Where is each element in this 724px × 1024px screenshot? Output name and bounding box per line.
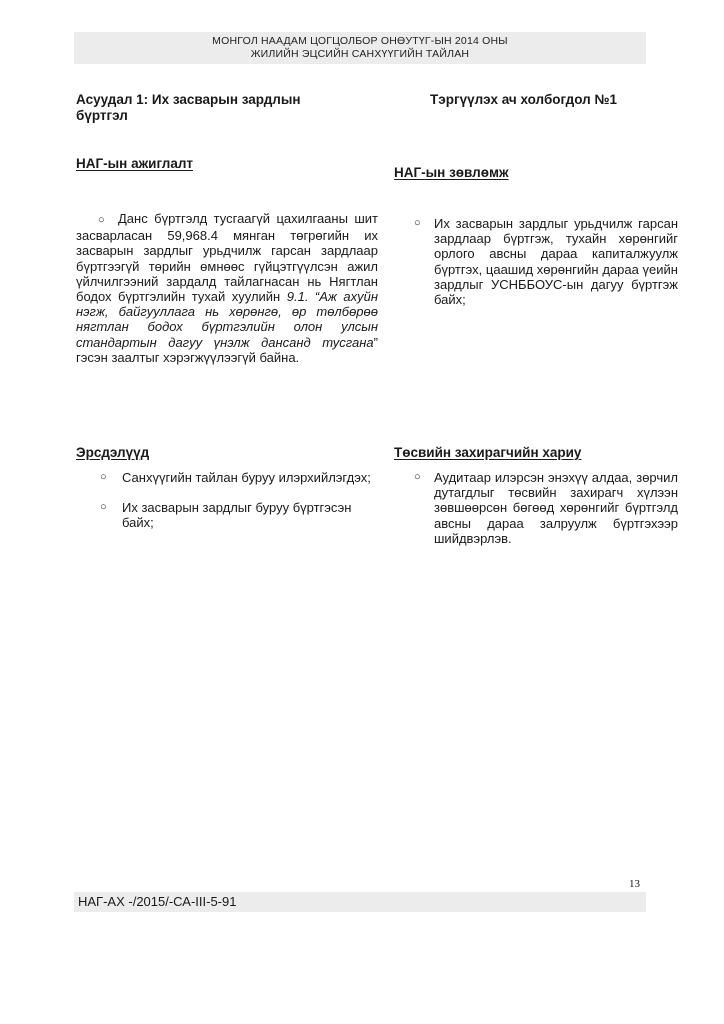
hollow-circle-bullet-icon: ○ — [100, 471, 107, 483]
risks-heading: Эрсдэлүүд — [76, 445, 150, 460]
page-number: 13 — [629, 878, 640, 890]
hollow-circle-bullet-icon: ○ — [414, 217, 421, 229]
hollow-circle-bullet-icon: ○ — [98, 214, 105, 226]
response-text: Аудитаар илэрсэн энэхүү алдаа, зөрчил дутагдлыг төсвийн захирагч хүлээн зөвшөөрсөн бөгөөд хөрөнгийг бүртгэлд авсны дараа залруулж бүртгэхээр шийдвэрлэв. — [434, 470, 678, 546]
list-item — [394, 470, 678, 546]
observation-text-b: ” гэсэн заалтыг хэрэгжүүлээгүй байна. — [76, 334, 378, 365]
report-header — [74, 32, 646, 64]
hollow-circle-bullet-icon: ○ — [414, 471, 421, 483]
header-line-1: МОНГОЛ НААДАМ ЦОГЦОЛБОР ОНӨУТҮГ-ЫН 2014 ОНЫ — [212, 35, 508, 47]
observation-heading: НАГ-ын ажиглалт — [76, 156, 194, 171]
observation-text-italic: 9.1. “Аж ахуйн нэгж, байгууллага нь хөрөнгө, өр төлбөрөө нягтлан бодох бүртгэлийн олон улсын стандартын дагуу үнэлж дансанд тусгана — [76, 289, 378, 350]
risk-text: Их засварын зардлыг буруу бүртгэсэн байх; — [122, 500, 352, 531]
observation-text-a: Данс бүртгэлд тусгаагүй цахилгааны шит засварласан 59,968.4 мянган төгрөгийн их засварын зардлыг урьдчилж гарсан зардлаар бүртгээгүй төрийн өмнөөс гүйцэтгүүлсэн ажил үйлчилгээний зардалд тайлагнасан нь Нягтлан бодох бүртгэлийн тухай хуулийн — [76, 211, 378, 305]
question-title-line-2: бүртгэл — [76, 108, 128, 123]
response-list — [394, 470, 678, 546]
recommendation-heading: НАГ-ын зөвлөмж — [394, 165, 509, 180]
hollow-circle-bullet-icon: ○ — [100, 501, 107, 514]
risk-text: Санхүүгийн тайлан буруу илэрхийлэгдэх; — [122, 470, 371, 485]
observation-paragraph — [76, 211, 378, 365]
header-line-2: ЖИЛИЙН ЭЦСИЙН САНХҮҮГИЙН ТАЙЛАН — [250, 48, 470, 60]
question-title — [76, 92, 379, 124]
list-item — [394, 216, 678, 307]
question-title-line-1: Асуудал 1: Их засварын зардлын — [76, 92, 301, 107]
recommendation-list — [394, 216, 678, 307]
response-heading: Төсвийн захирагчийн хариу — [394, 445, 582, 460]
list-item — [76, 500, 376, 530]
document-code: НАГ-АХ -/2015/-СА-III-5-91 — [78, 894, 237, 909]
recommendation-text: Их засварын зардлыг урьдчилж гарсан зардлаар бүртгэж, тухайн хөрөнгийг орлого авсны дараа капиталжуулж бүртгэх, цаашид хөрөнгийн дараа үеийн зардлыг УСНББОУС-ын дагуу бүртгэж байх; — [434, 216, 678, 308]
list-item — [76, 470, 376, 485]
priority-title: Тэргүүлэх ач холбогдол №1 — [430, 92, 617, 107]
risks-list — [76, 470, 376, 531]
